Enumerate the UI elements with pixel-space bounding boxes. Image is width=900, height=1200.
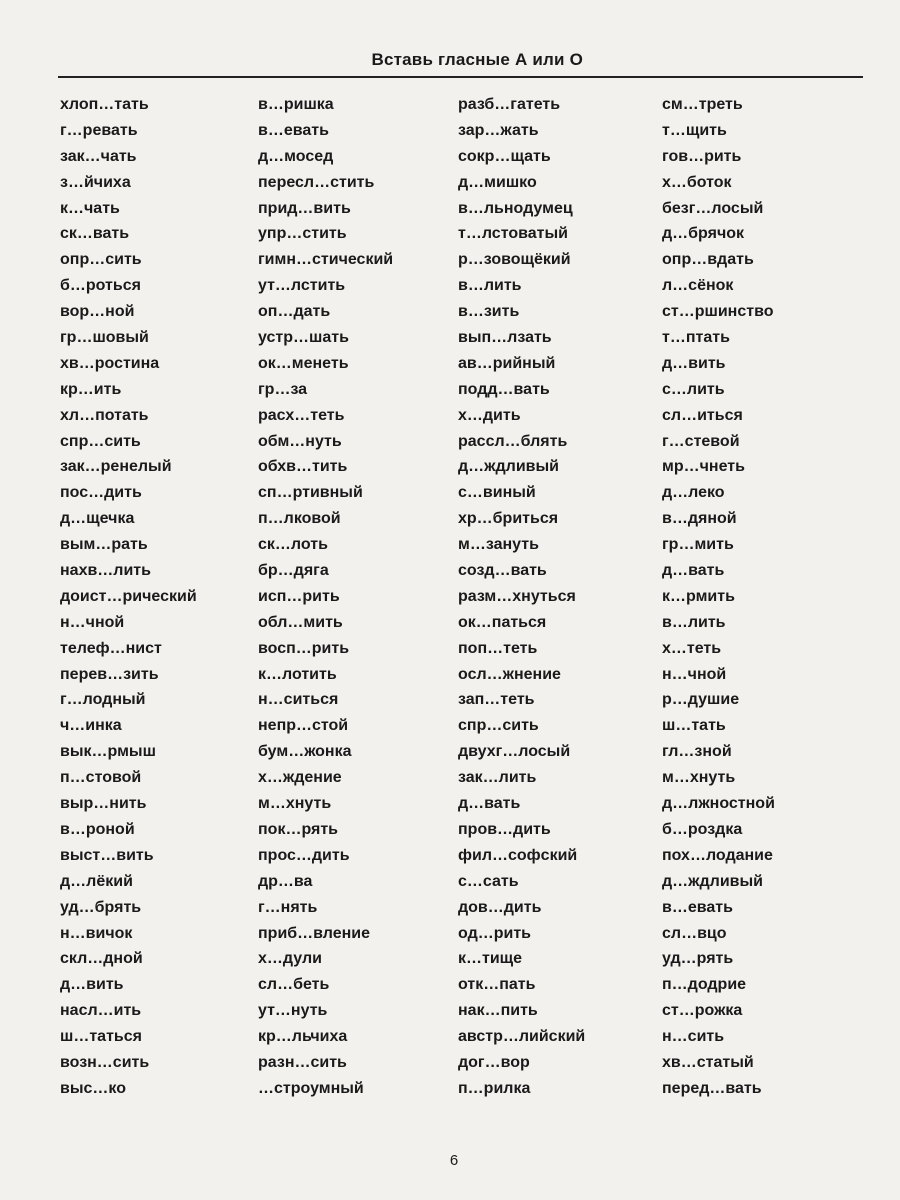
word-item: фил…софский	[458, 846, 578, 864]
word-item: безг…лосый	[662, 199, 764, 217]
word-item: устр…шать	[258, 329, 349, 347]
word-item: з…йчиха	[60, 173, 131, 191]
word-item: д…мосед	[258, 147, 334, 165]
word-item: насл…ить	[60, 1002, 142, 1020]
word-item: хв…статый	[662, 1053, 754, 1071]
word-item: ав…рийный	[458, 354, 556, 372]
word-item: п…лковой	[258, 510, 341, 528]
word-item: в…евать	[662, 898, 733, 916]
word-item: с…виный	[458, 484, 536, 502]
word-item: к…чать	[60, 199, 120, 217]
word-item: созд…вать	[458, 562, 547, 580]
word-item: бум…жонка	[258, 743, 352, 761]
word-item: доист…рический	[60, 587, 197, 605]
word-item: исп…рить	[258, 587, 340, 605]
word-item: д…вить	[662, 354, 726, 372]
word-item: обл…мить	[258, 613, 343, 631]
word-item: непр…стой	[258, 717, 349, 735]
word-item: с…лить	[662, 380, 725, 398]
word-item: рассл…блять	[458, 432, 568, 450]
word-item: перед…вать	[662, 1079, 762, 1097]
word-item: спр…сить	[60, 432, 141, 450]
word-item: ч…инка	[60, 717, 122, 735]
word-item: уд…брять	[60, 898, 142, 916]
word-item: ст…рожка	[662, 1002, 743, 1020]
word-item: в…ришка	[258, 96, 334, 113]
word-item: вып…лзать	[458, 329, 552, 347]
word-item: телеф…нист	[60, 639, 162, 657]
word-item: оп…дать	[258, 303, 331, 321]
word-item: сокр…щать	[458, 147, 551, 165]
word-item: т…птать	[662, 329, 730, 347]
word-item: к…тище	[458, 950, 523, 968]
word-item: р…зовощёкий	[458, 251, 571, 269]
word-item: упр…стить	[258, 225, 347, 243]
word-item: сп…ртивный	[258, 484, 363, 502]
word-item: прид…вить	[258, 199, 351, 217]
word-column-4	[662, 92, 775, 1102]
word-item: дов…дить	[458, 898, 542, 916]
word-item: в…зить	[458, 303, 520, 321]
word-item: выст…вить	[60, 846, 154, 864]
word-item: ок…менеть	[258, 354, 349, 372]
word-item: х…теть	[662, 639, 722, 657]
page-title: Вставь гласные А или О	[371, 50, 583, 69]
word-item: ск…вать	[60, 225, 130, 243]
word-item: в…льнодумец	[458, 199, 573, 217]
word-item: спр…сить	[458, 717, 539, 735]
word-item: …строумный	[258, 1079, 364, 1097]
word-item: опр…вдать	[662, 251, 754, 269]
word-item: б…роться	[60, 277, 141, 295]
word-item: р…душие	[662, 691, 740, 709]
word-item: пос…дить	[60, 484, 142, 502]
word-item: д…ждливый	[458, 458, 559, 476]
word-item: хлоп…тать	[60, 96, 149, 113]
word-item: пох…лодание	[662, 846, 773, 864]
word-item: нахв…лить	[60, 562, 151, 580]
word-item: гов…рить	[662, 147, 742, 165]
word-item: опр…сить	[60, 251, 142, 269]
word-item: зак…лить	[458, 769, 537, 787]
word-item: гр…шовый	[60, 329, 149, 347]
word-item: д…вить	[60, 976, 124, 994]
word-item: дог…вор	[458, 1053, 530, 1071]
word-item: д…брячок	[662, 225, 745, 243]
word-column-3	[458, 92, 585, 1102]
page-number: 6	[449, 1152, 459, 1169]
word-item: хв…ростина	[60, 354, 160, 372]
title-divider	[58, 76, 863, 78]
word-item: в…лить	[458, 277, 522, 295]
word-item: н…ситься	[258, 691, 339, 709]
word-item: сл…иться	[662, 406, 743, 424]
word-item: п…рилка	[458, 1079, 531, 1097]
word-item: м…хнуть	[662, 769, 736, 787]
word-item: н…вичок	[60, 924, 133, 942]
word-item: х…боток	[662, 173, 732, 191]
word-item: д…леко	[662, 484, 725, 502]
word-item: к…лотить	[258, 665, 337, 683]
word-item: гр…за	[258, 380, 308, 398]
word-item: двухг…лосый	[458, 743, 571, 761]
word-item: уд…рять	[662, 950, 734, 968]
word-item: г…лодный	[60, 691, 146, 709]
word-item: х…дить	[458, 406, 521, 424]
word-item: с…сать	[458, 872, 519, 890]
word-item: хл…потать	[60, 406, 149, 424]
word-item: од…рить	[458, 924, 531, 942]
word-item: вым…рать	[60, 536, 148, 554]
word-item: расх…теть	[258, 406, 345, 424]
word-item: приб…вление	[258, 924, 371, 942]
word-item: д…мишко	[458, 173, 537, 191]
word-item: обхв…тить	[258, 458, 348, 476]
word-item: вор…ной	[60, 303, 135, 321]
word-item: п…стовой	[60, 769, 142, 787]
word-item: ут…нуть	[258, 1002, 328, 1020]
word-item: д…вать	[662, 562, 725, 580]
word-item: ш…таться	[60, 1028, 142, 1046]
word-item: бр…дяга	[258, 562, 329, 580]
word-item: ст…ршинство	[662, 303, 774, 321]
word-item: вык…рмыш	[60, 743, 156, 761]
word-item: осл…жнение	[458, 665, 561, 683]
word-item: м…зануть	[458, 536, 539, 554]
word-item: нак…пить	[458, 1002, 538, 1020]
word-item: г…стевой	[662, 432, 740, 450]
word-item: разн…сить	[258, 1053, 347, 1071]
word-item: ут…лстить	[258, 277, 346, 295]
word-item: ск…лоть	[258, 536, 328, 554]
word-item: выс…ко	[60, 1079, 126, 1097]
word-item: в…лить	[662, 613, 726, 631]
word-item: зак…чать	[60, 147, 137, 165]
word-item: ок…паться	[458, 613, 547, 631]
word-item: пересл…стить	[258, 173, 375, 191]
word-item: сл…вцо	[662, 924, 727, 942]
word-item: мр…чнеть	[662, 458, 745, 476]
word-item: обм…нуть	[258, 432, 342, 450]
word-item: гр…мить	[662, 536, 734, 554]
word-item: кр…льчиха	[258, 1028, 348, 1046]
word-item: восп…рить	[258, 639, 350, 657]
word-item: м…хнуть	[258, 795, 332, 813]
word-item: н…чной	[60, 613, 125, 631]
word-item: разм…хнуться	[458, 587, 576, 605]
word-item: н…сить	[662, 1028, 725, 1046]
word-item: поп…теть	[458, 639, 538, 657]
word-item: зар…жать	[458, 121, 539, 139]
word-item: д…лёкий	[60, 872, 133, 890]
word-item: кр…ить	[60, 380, 122, 398]
word-item: ш…тать	[662, 717, 726, 735]
word-column-1	[60, 92, 197, 1102]
word-item: гл…зной	[662, 743, 732, 761]
word-item: скл…дной	[60, 950, 143, 968]
word-item: прос…дить	[258, 846, 350, 864]
word-item: др…ва	[258, 872, 313, 890]
word-item: д…ждливый	[662, 872, 763, 890]
word-item: д…щечка	[60, 510, 135, 528]
word-item: см…треть	[662, 96, 743, 113]
word-item: п…додрие	[662, 976, 747, 994]
word-item: б…роздка	[662, 820, 743, 838]
word-item: в…евать	[258, 121, 329, 139]
word-item: австр…лийский	[458, 1028, 586, 1046]
word-item: г…нять	[258, 898, 318, 916]
word-item: л…сёнок	[662, 277, 734, 295]
word-item: в…роной	[60, 820, 135, 838]
word-item: к…рмить	[662, 587, 735, 605]
word-item: отк…пать	[458, 976, 536, 994]
word-item: гимн…стический	[258, 251, 394, 269]
word-column-2	[258, 92, 393, 1102]
word-item: зап…теть	[458, 691, 535, 709]
word-item: д…лжностной	[662, 795, 775, 813]
word-item: разб…гатеть	[458, 96, 561, 113]
word-item: в…дяной	[662, 510, 737, 528]
word-item: пок…рять	[258, 820, 339, 838]
word-item: зак…ренелый	[60, 458, 172, 476]
word-item: т…щить	[662, 121, 727, 139]
word-item: сл…беть	[258, 976, 330, 994]
word-item: пров…дить	[458, 820, 551, 838]
word-item: возн…сить	[60, 1053, 150, 1071]
word-item: выр…нить	[60, 795, 147, 813]
word-item: х…ждение	[258, 769, 342, 787]
word-item: перев…зить	[60, 665, 159, 683]
word-item: подд…вать	[458, 380, 550, 398]
word-item: н…чной	[662, 665, 727, 683]
word-item: г…ревать	[60, 121, 138, 139]
word-item: хр…бриться	[458, 510, 559, 528]
word-item: д…вать	[458, 795, 521, 813]
word-item: т…лстоватый	[458, 225, 568, 243]
word-item: х…дули	[258, 950, 322, 968]
